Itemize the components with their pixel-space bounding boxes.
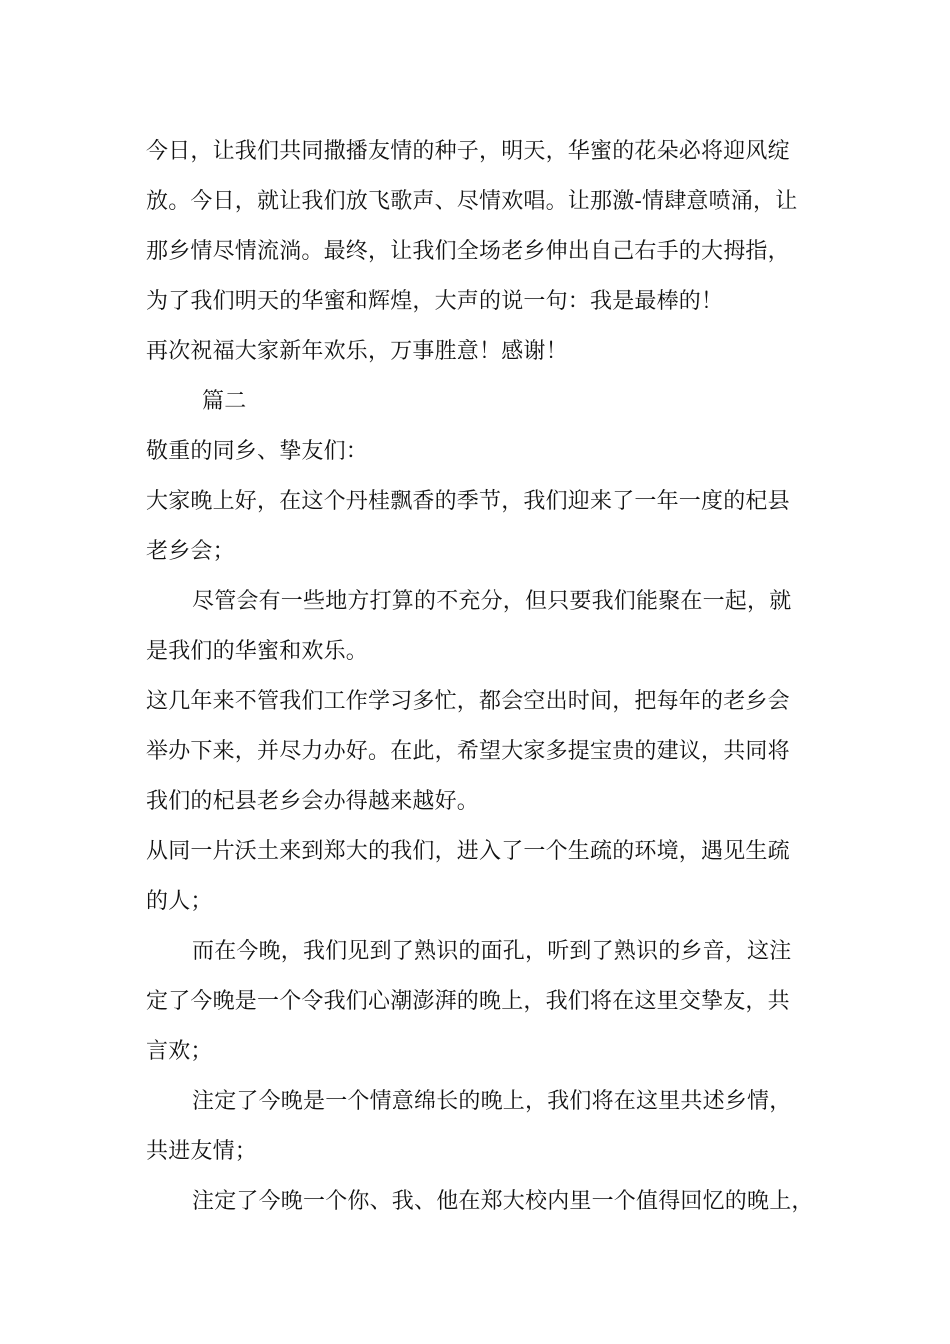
text-line: 那乡情尽情流淌。最终，让我们全场老乡伸出自己右手的大拇指，	[146, 239, 790, 264]
text-line: 老乡会；	[146, 539, 235, 564]
text-line: 言欢；	[146, 1039, 213, 1064]
text-line: 再次祝福大家新年欢乐，万事胜意！感谢！	[146, 339, 568, 364]
text-line: 定了今晚是一个令我们心潮澎湃的晚上，我们将在这里交挚友，共	[146, 989, 790, 1014]
text-line: 敬重的同乡、挚友们：	[146, 439, 369, 464]
text-line: 尽管会有一些地方打算的不充分，但只要我们能聚在一起，就	[192, 589, 792, 614]
text-line: 注定了今晚一个你、我、他在郑大校内里一个值得回忆的晚上，	[192, 1189, 814, 1214]
text-line: 共进友情；	[146, 1139, 258, 1164]
section-heading: 篇二	[202, 389, 247, 414]
text-line: 而在今晚，我们见到了熟识的面孔，听到了熟识的乡音，这注	[192, 939, 792, 964]
text-line: 举办下来，并尽力办好。在此，希望大家多提宝贵的建议，共同将	[146, 739, 790, 764]
text-line: 从同一片沃土来到郑大的我们，进入了一个生疏的环境，遇见生疏	[146, 839, 790, 864]
text-line: 是我们的华蜜和欢乐。	[146, 639, 369, 664]
text-line: 大家晚上好，在这个丹桂飘香的季节，我们迎来了一年一度的杞县	[146, 489, 790, 514]
text-line: 的人；	[146, 889, 213, 914]
text-line: 这几年来不管我们工作学习多忙，都会空出时间，把每年的老乡会	[146, 689, 790, 714]
text-line: 我们的杞县老乡会办得越来越好。	[146, 789, 480, 814]
text-line: 放。今日，就让我们放飞歌声、尽情欢唱。让那激-情肆意喷涌，让	[146, 189, 798, 214]
text-line: 为了我们明天的华蜜和辉煌，大声的说一句：我是最棒的！	[146, 289, 724, 314]
text-line: 今日，让我们共同撒播友情的种子，明天，华蜜的花朵必将迎风绽	[146, 139, 790, 164]
text-line: 注定了今晚是一个情意绵长的晚上，我们将在这里共述乡情，	[192, 1089, 792, 1114]
